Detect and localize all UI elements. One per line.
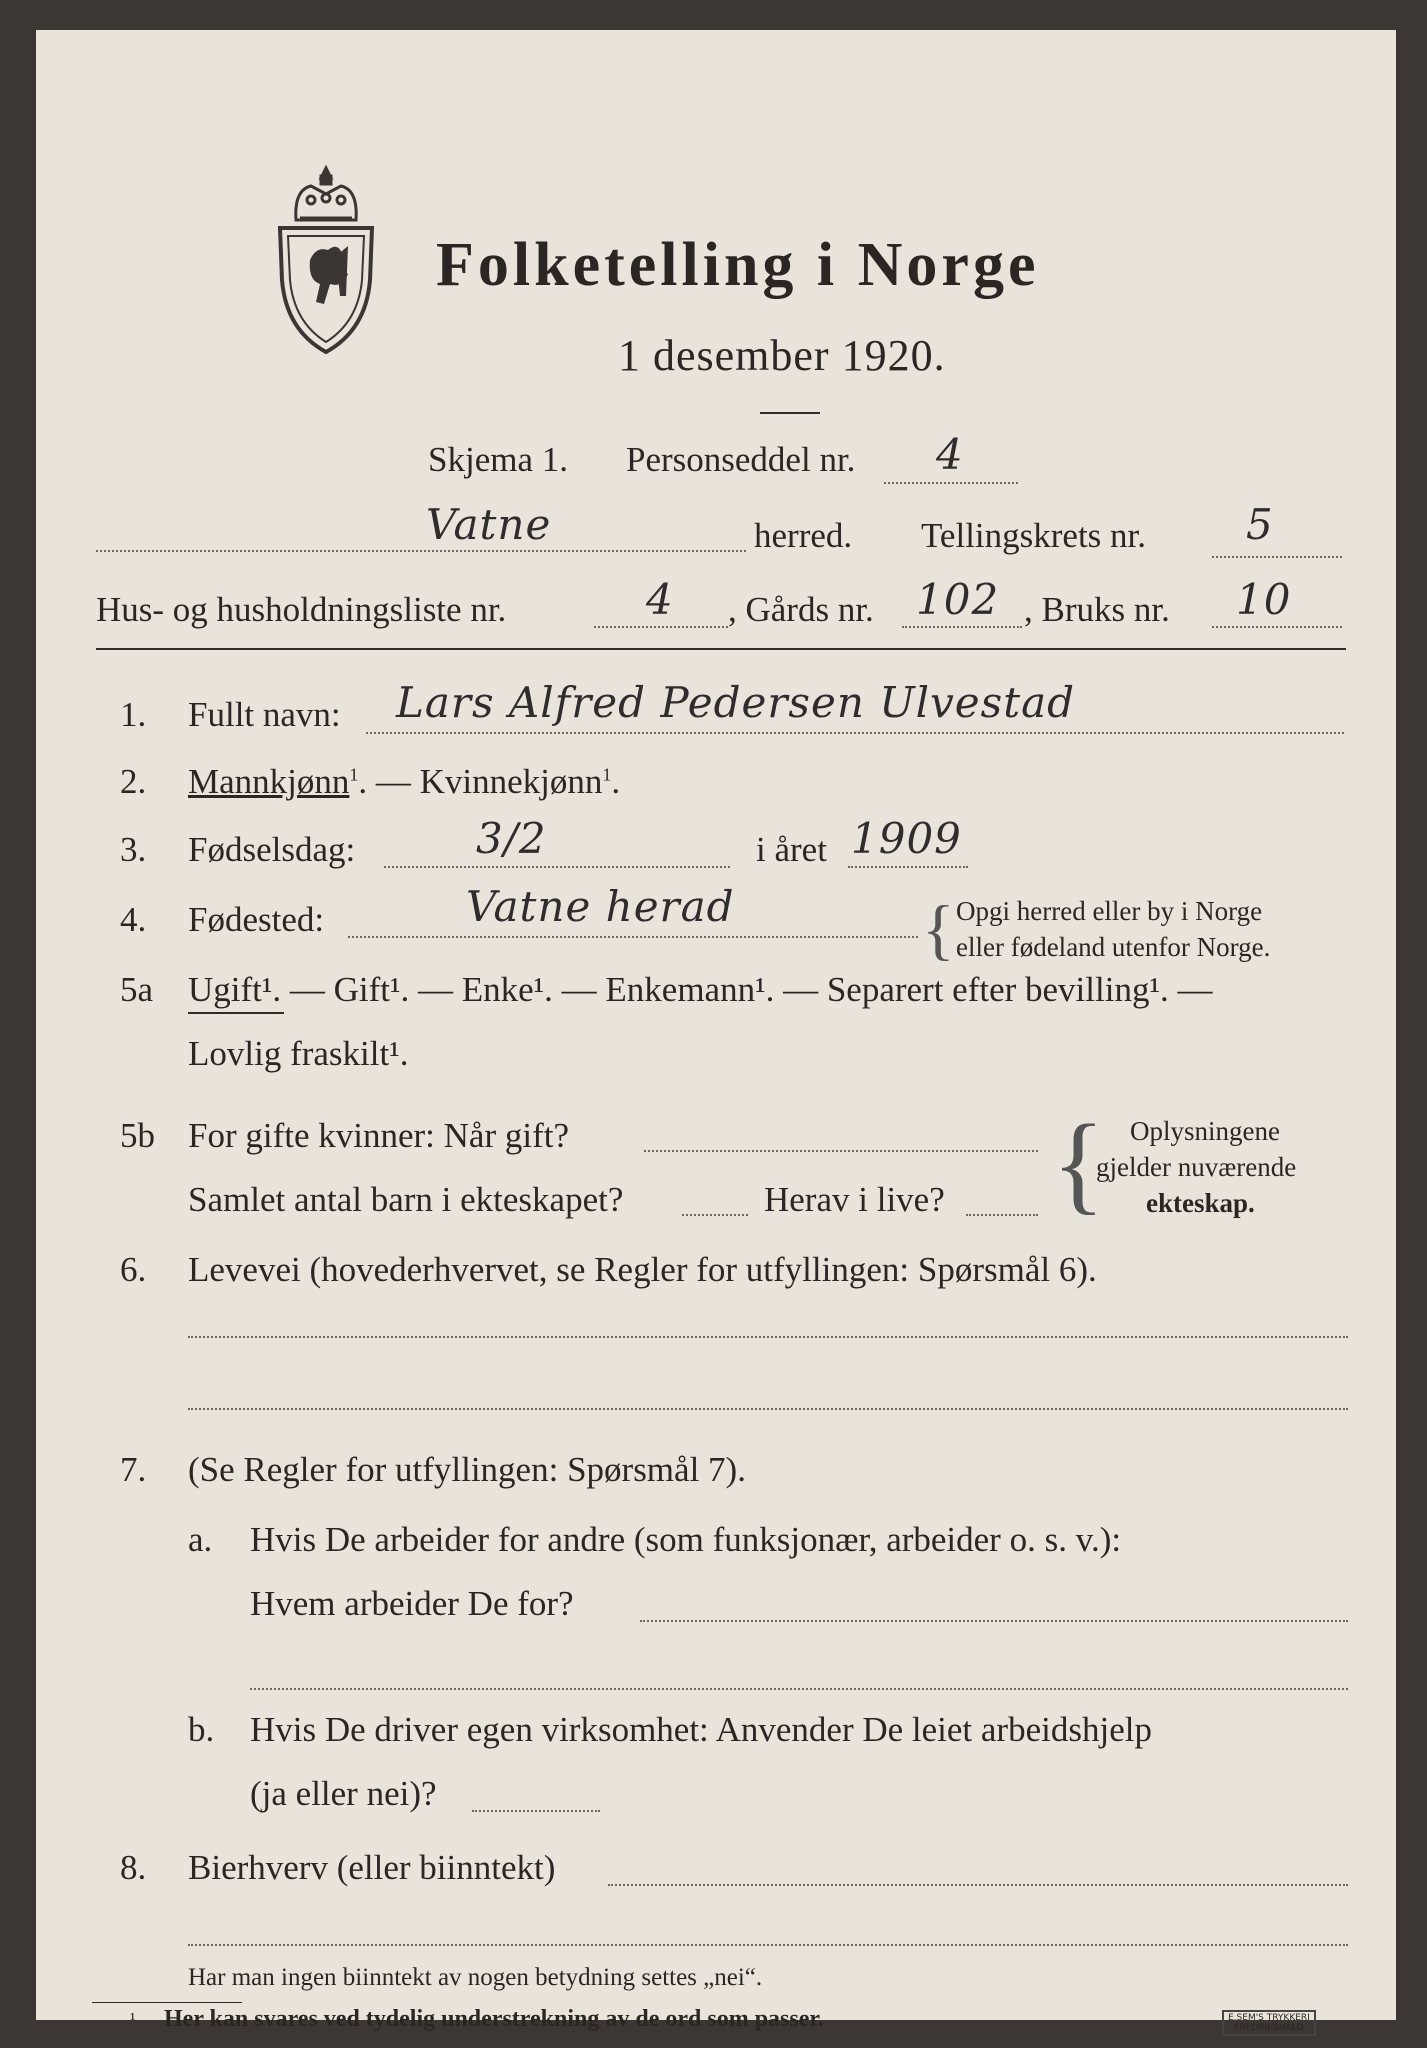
married-note-1: Oplysningene xyxy=(1130,1116,1280,1146)
q7b-letter: b. xyxy=(188,1710,215,1749)
marital-status-divorced[interactable]: Lovlig fraskilt¹. xyxy=(188,1034,409,1073)
birthplace-note-2: eller fødeland utenfor Norge. xyxy=(956,932,1271,962)
full-name-value[interactable]: Lars Alfred Pedersen Ulvestad xyxy=(396,678,1076,727)
side-income-field[interactable] xyxy=(608,1884,1348,1886)
birthplace-value[interactable]: Vatne herad xyxy=(466,882,735,931)
form-date: 1 desember 1920. xyxy=(618,331,946,380)
q3-number: 3. xyxy=(120,830,147,869)
occupation-label: Levevei (hovederhvervet, se Regler for utfyllingen: Spørsmål 6). xyxy=(188,1250,1097,1289)
ugift-underline xyxy=(188,1012,284,1014)
hired-help-field[interactable] xyxy=(472,1810,600,1812)
tellingskrets-value[interactable]: 5 xyxy=(1246,500,1274,549)
q5a-number: 5a xyxy=(120,970,154,1009)
personseddel-value[interactable]: 4 xyxy=(936,430,964,479)
footnote-rule xyxy=(92,2002,242,2003)
q7a-line-1: Hvis De arbeider for andre (som funksjonær, arbeider o. s. v.): xyxy=(250,1520,1122,1559)
gards-value[interactable]: 102 xyxy=(916,575,1000,624)
q5b-number: 5b xyxy=(120,1116,155,1155)
q6-number: 6. xyxy=(120,1250,147,1289)
bruks-label: , Bruks nr. xyxy=(1024,590,1170,629)
q8-number: 8. xyxy=(120,1848,147,1887)
printer-stamp: E.SEM'S TRYKKERI FREDRIKSHALD xyxy=(1222,2010,1316,2036)
birthplace-note-1: Opgi herred eller by i Norge xyxy=(956,896,1263,926)
q1-label: Fullt navn: xyxy=(188,695,341,734)
marital-status-options[interactable]: Ugift¹. — Gift¹. — Enke¹. — Enkemann¹. — Separert efter bevilling¹. — xyxy=(188,970,1213,1009)
tellingskrets-label: Tellingskrets nr. xyxy=(921,516,1147,555)
personseddel-label: Personseddel nr. xyxy=(626,440,856,479)
occupation-line-1[interactable] xyxy=(188,1336,1348,1338)
q7b-line-1: Hvis De driver egen virksomhet: Anvender De leiet arbeidshjelp xyxy=(250,1710,1152,1749)
married-note-3: ekteskap. xyxy=(1146,1188,1255,1218)
q7a-line-2: Hvem arbeider De for? xyxy=(250,1584,574,1623)
occupation-line-2[interactable] xyxy=(188,1408,1348,1410)
q7-label: (Se Regler for utfyllingen: Spørsmål 7). xyxy=(188,1450,746,1489)
birth-year-value[interactable]: 1909 xyxy=(851,814,962,863)
herred-value[interactable]: Vatne xyxy=(426,500,552,549)
children-alive-label: Herav i live? xyxy=(764,1180,945,1219)
census-form: Folketelling i Norge 1 desember 1920. Skjema 1. Personseddel nr. 4 Vatne herred. Tellingskrets nr. 5 Hus- og husholdningsliste nr. 4 , Gårds nr. 102 , Bruks nr. 10 1. Fullt navn: Lars Alfred Pedersen Ulvestad 2. Mannkjønn$^1$. — Kvinnekjønn$^1$. 3. Fødselsdag: 3/2 i året 1909 4. Fødested: Vatne herad { Opgi herred eller by i Norge eller fødeland utenfor Norge. 5a Ugift¹. — Gift¹. — Enke¹. — Enkemann¹. — Separert efter bevilling¹. — Lovlig fraskilt¹. 5b For gifte kvinner: Når gift? Samlet antal barn i ekteskapet? Herav i live? { Oplysningene gjelder nuværende ekteskap. 6. Levevei (hovederhvervet, se Regler for utfyllingen: Spørsmål 6). 7. (Se Regler for utfyllingen: Spørsmål 7). a. Hvis De arbeider for andre (som funksjonær, arbeider o. s. v.): Hvem arbeider De for? b. Hvis De driver egen virksomhet: Anvender De leiet arbeidshjelp (ja eller nei)? 8. Bierhverv (eller biinntekt) Har man ingen biinntekt av nogen betydning settes „nei“. ¹ Her kan svares ved tydelig understrekning av de ord som passer. E.SEM'S TRYKKERI FREDRIKSHALD xyxy=(36,30,1396,2020)
side-income-label: Bierhverv (eller biinntekt) xyxy=(188,1848,556,1887)
side-income-field-2[interactable] xyxy=(188,1944,1348,1946)
footnote-mark: ¹ xyxy=(130,2009,136,2029)
q7-number: 7. xyxy=(120,1450,147,1489)
q4-number: 4. xyxy=(120,900,147,939)
side-income-note: Har man ingen biinntekt av nogen betydning settes „nei“. xyxy=(188,1964,763,1991)
q7b-line-2: (ja eller nei)? xyxy=(250,1774,437,1813)
q1-number: 1. xyxy=(120,695,147,734)
married-when-label: For gifte kvinner: Når gift? xyxy=(188,1116,570,1155)
title-divider xyxy=(760,412,820,414)
hus-label: Hus- og husholdningsliste nr. xyxy=(96,590,507,629)
married-note-2: gjelder nuværende xyxy=(1096,1152,1297,1182)
q2-number: 2. xyxy=(120,762,147,801)
herred-label: herred. xyxy=(754,516,853,555)
children-total-label: Samlet antal barn i ekteskapet? xyxy=(188,1180,624,1219)
female-option[interactable]: Kvinnekjønn xyxy=(419,762,603,801)
employer-field[interactable] xyxy=(640,1620,1348,1622)
q3-label: Fødselsdag: xyxy=(188,830,356,869)
bruks-value[interactable]: 10 xyxy=(1236,575,1292,624)
year-label: i året xyxy=(756,830,827,869)
form-title: Folketelling i Norge xyxy=(436,231,1040,299)
norway-coat-of-arms-icon xyxy=(266,160,386,360)
employer-field-2[interactable] xyxy=(250,1688,1348,1690)
hus-value[interactable]: 4 xyxy=(646,575,674,624)
gards-label: , Gårds nr. xyxy=(728,590,874,629)
footnote-text: Her kan svares ved tydelig understrekning av de ord som passer. xyxy=(164,2006,824,2032)
q4-label: Fødested: xyxy=(188,900,325,939)
male-option[interactable]: Mannkjønn xyxy=(188,762,350,801)
q7a-letter: a. xyxy=(188,1520,213,1559)
header-rule xyxy=(96,648,1346,650)
skjema-label: Skjema 1. xyxy=(428,440,568,479)
birthday-value[interactable]: 3/2 xyxy=(476,814,547,863)
